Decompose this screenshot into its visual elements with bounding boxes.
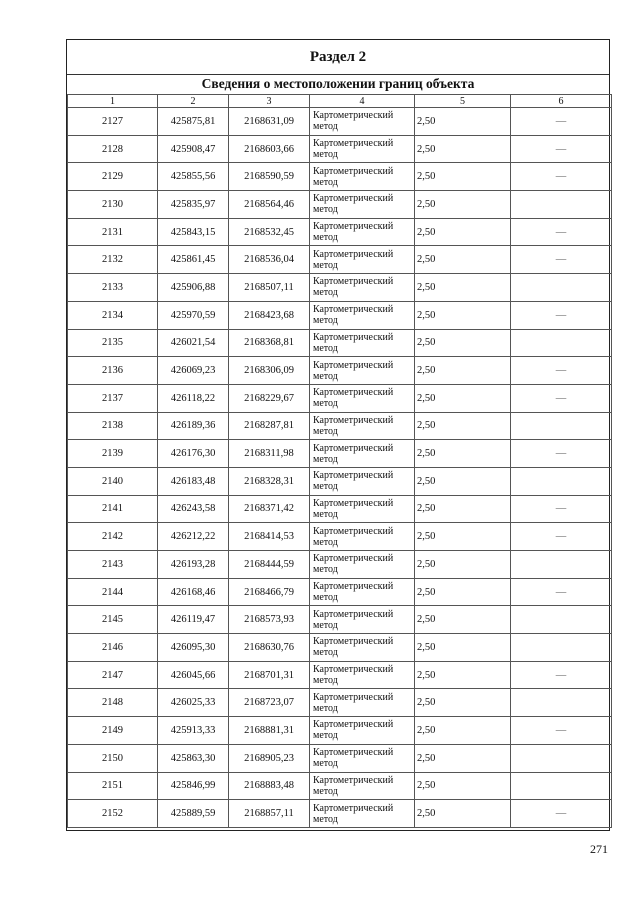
determination-method: Картометрический метод: [310, 772, 415, 800]
coordinate-x: 426193,28: [158, 551, 229, 579]
column-6-value: —: [511, 661, 612, 689]
accuracy-value: 2,50: [415, 717, 511, 745]
column-6-value: —: [511, 135, 612, 163]
determination-method: Картометрический метод: [310, 551, 415, 579]
accuracy-value: 2,50: [415, 412, 511, 440]
point-number: 2146: [68, 634, 158, 662]
table-row: [68, 744, 612, 772]
coordinate-y: 2168590,59: [229, 163, 310, 191]
table-row: [68, 800, 612, 828]
table-row: [68, 108, 612, 136]
determination-method: Картометрический метод: [310, 246, 415, 274]
accuracy-value: 2,50: [415, 163, 511, 191]
column-6-value: —: [511, 246, 612, 274]
determination-method: Картометрический метод: [310, 744, 415, 772]
point-number: 2148: [68, 689, 158, 717]
table-row: [68, 384, 612, 412]
point-number: 2129: [68, 163, 158, 191]
table-row: [68, 495, 612, 523]
coordinate-x: 426212,22: [158, 523, 229, 551]
table-row: [68, 634, 612, 662]
column-6-value: [511, 772, 612, 800]
column-number-row: [68, 95, 612, 108]
accuracy-value: 2,50: [415, 218, 511, 246]
accuracy-value: 2,50: [415, 191, 511, 219]
point-number: 2135: [68, 329, 158, 357]
determination-method: Картометрический метод: [310, 218, 415, 246]
coordinate-x: 425843,15: [158, 218, 229, 246]
column-6-value: —: [511, 578, 612, 606]
determination-method: Картометрический метод: [310, 108, 415, 136]
accuracy-value: 2,50: [415, 772, 511, 800]
column-header: 1: [68, 95, 158, 108]
coordinate-y: 2168328,31: [229, 467, 310, 495]
accuracy-value: 2,50: [415, 135, 511, 163]
column-6-value: [511, 329, 612, 357]
table-row: [68, 717, 612, 745]
accuracy-value: 2,50: [415, 384, 511, 412]
coordinate-y: 2168631,09: [229, 108, 310, 136]
determination-method: Картометрический метод: [310, 800, 415, 828]
table-row: [68, 274, 612, 302]
column-header: 2: [158, 95, 229, 108]
accuracy-value: 2,50: [415, 495, 511, 523]
column-6-value: —: [511, 495, 612, 523]
table-row: [68, 163, 612, 191]
determination-method: Картометрический метод: [310, 440, 415, 468]
coordinate-x: 425889,59: [158, 800, 229, 828]
column-6-value: —: [511, 218, 612, 246]
point-number: 2147: [68, 661, 158, 689]
table-row: [68, 772, 612, 800]
point-number: 2127: [68, 108, 158, 136]
table-row: [68, 246, 612, 274]
coordinate-x: 426045,66: [158, 661, 229, 689]
accuracy-value: 2,50: [415, 246, 511, 274]
column-6-value: —: [511, 384, 612, 412]
point-number: 2141: [68, 495, 158, 523]
coordinate-y: 2168229,67: [229, 384, 310, 412]
point-number: 2145: [68, 606, 158, 634]
accuracy-value: 2,50: [415, 800, 511, 828]
coordinate-y: 2168701,31: [229, 661, 310, 689]
coordinate-y: 2168603,66: [229, 135, 310, 163]
section-title: Раздел 2: [67, 40, 609, 75]
table-row: [68, 551, 612, 579]
point-number: 2140: [68, 467, 158, 495]
table-row: [68, 689, 612, 717]
accuracy-value: 2,50: [415, 634, 511, 662]
coordinate-y: 2168536,04: [229, 246, 310, 274]
table-body: [68, 108, 612, 828]
column-6-value: —: [511, 523, 612, 551]
coordinate-x: 425861,45: [158, 246, 229, 274]
accuracy-value: 2,50: [415, 274, 511, 302]
coordinate-y: 2168368,81: [229, 329, 310, 357]
point-number: 2134: [68, 301, 158, 329]
column-6-value: —: [511, 717, 612, 745]
column-6-value: —: [511, 440, 612, 468]
coordinate-y: 2168311,98: [229, 440, 310, 468]
coordinate-x: 426183,48: [158, 467, 229, 495]
coordinate-y: 2168857,11: [229, 800, 310, 828]
coordinate-x: 425846,99: [158, 772, 229, 800]
accuracy-value: 2,50: [415, 551, 511, 579]
point-number: 2149: [68, 717, 158, 745]
table-row: [68, 357, 612, 385]
point-number: 2138: [68, 412, 158, 440]
coordinate-x: 426021,54: [158, 329, 229, 357]
coordinate-x: 425908,47: [158, 135, 229, 163]
point-number: 2151: [68, 772, 158, 800]
coordinate-y: 2168883,48: [229, 772, 310, 800]
point-number: 2132: [68, 246, 158, 274]
column-6-value: [511, 634, 612, 662]
determination-method: Картометрический метод: [310, 329, 415, 357]
table-row: [68, 606, 612, 634]
column-6-value: [511, 689, 612, 717]
point-number: 2136: [68, 357, 158, 385]
determination-method: Картометрический метод: [310, 717, 415, 745]
coordinate-y: 2168564,46: [229, 191, 310, 219]
table-row: [68, 191, 612, 219]
coordinate-y: 2168466,79: [229, 578, 310, 606]
accuracy-value: 2,50: [415, 329, 511, 357]
point-number: 2152: [68, 800, 158, 828]
coordinate-y: 2168507,11: [229, 274, 310, 302]
determination-method: Картометрический метод: [310, 634, 415, 662]
column-6-value: [511, 467, 612, 495]
column-header: 5: [415, 95, 511, 108]
accuracy-value: 2,50: [415, 357, 511, 385]
coordinate-y: 2168630,76: [229, 634, 310, 662]
accuracy-value: 2,50: [415, 440, 511, 468]
determination-method: Картометрический метод: [310, 606, 415, 634]
table-row: [68, 440, 612, 468]
point-number: 2142: [68, 523, 158, 551]
column-header: 6: [511, 95, 612, 108]
coordinate-x: 426168,46: [158, 578, 229, 606]
table-row: [68, 523, 612, 551]
determination-method: Картометрический метод: [310, 495, 415, 523]
column-6-value: [511, 606, 612, 634]
coordinate-y: 2168905,23: [229, 744, 310, 772]
column-6-value: —: [511, 357, 612, 385]
point-number: 2133: [68, 274, 158, 302]
table-row: [68, 135, 612, 163]
coordinate-x: 426095,30: [158, 634, 229, 662]
determination-method: Картометрический метод: [310, 274, 415, 302]
accuracy-value: 2,50: [415, 301, 511, 329]
document-frame: [66, 39, 610, 831]
point-number: 2131: [68, 218, 158, 246]
coordinate-x: 426118,22: [158, 384, 229, 412]
boundary-table: [67, 94, 612, 828]
point-number: 2128: [68, 135, 158, 163]
determination-method: Картометрический метод: [310, 163, 415, 191]
determination-method: Картометрический метод: [310, 357, 415, 385]
coordinate-x: 426119,47: [158, 606, 229, 634]
coordinate-x: 425863,30: [158, 744, 229, 772]
column-header: 4: [310, 95, 415, 108]
coordinate-y: 2168423,68: [229, 301, 310, 329]
coordinate-x: 426189,36: [158, 412, 229, 440]
point-number: 2150: [68, 744, 158, 772]
determination-method: Картометрический метод: [310, 661, 415, 689]
coordinate-x: 425906,88: [158, 274, 229, 302]
coordinate-y: 2168444,59: [229, 551, 310, 579]
table-row: [68, 578, 612, 606]
coordinate-x: 425970,59: [158, 301, 229, 329]
column-6-value: —: [511, 301, 612, 329]
column-header: 3: [229, 95, 310, 108]
determination-method: Картометрический метод: [310, 689, 415, 717]
coordinate-y: 2168532,45: [229, 218, 310, 246]
column-6-value: [511, 191, 612, 219]
coordinate-y: 2168881,31: [229, 717, 310, 745]
table-row: [68, 218, 612, 246]
coordinate-y: 2168371,42: [229, 495, 310, 523]
determination-method: Картометрический метод: [310, 384, 415, 412]
table-row: [68, 467, 612, 495]
coordinate-x: 425913,33: [158, 717, 229, 745]
point-number: 2144: [68, 578, 158, 606]
coordinate-x: 425855,56: [158, 163, 229, 191]
determination-method: Картометрический метод: [310, 135, 415, 163]
column-6-value: [511, 274, 612, 302]
accuracy-value: 2,50: [415, 661, 511, 689]
coordinate-y: 2168414,53: [229, 523, 310, 551]
table-row: [68, 329, 612, 357]
column-6-value: [511, 744, 612, 772]
accuracy-value: 2,50: [415, 578, 511, 606]
coordinate-y: 2168723,07: [229, 689, 310, 717]
determination-method: Картометрический метод: [310, 412, 415, 440]
accuracy-value: 2,50: [415, 523, 511, 551]
table-row: [68, 301, 612, 329]
point-number: 2139: [68, 440, 158, 468]
coordinate-x: 426069,23: [158, 357, 229, 385]
coordinate-y: 2168287,81: [229, 412, 310, 440]
table-row: [68, 412, 612, 440]
column-6-value: —: [511, 800, 612, 828]
coordinate-x: 425835,97: [158, 191, 229, 219]
accuracy-value: 2,50: [415, 108, 511, 136]
column-6-value: —: [511, 108, 612, 136]
coordinate-y: 2168573,93: [229, 606, 310, 634]
coordinate-x: 426243,58: [158, 495, 229, 523]
point-number: 2143: [68, 551, 158, 579]
coordinate-y: 2168306,09: [229, 357, 310, 385]
coordinate-x: 426025,33: [158, 689, 229, 717]
accuracy-value: 2,50: [415, 744, 511, 772]
column-6-value: [511, 412, 612, 440]
determination-method: Картометрический метод: [310, 578, 415, 606]
determination-method: Картометрический метод: [310, 467, 415, 495]
point-number: 2130: [68, 191, 158, 219]
coordinate-x: 426176,30: [158, 440, 229, 468]
determination-method: Картометрический метод: [310, 523, 415, 551]
accuracy-value: 2,50: [415, 689, 511, 717]
page-number: 271: [590, 842, 608, 856]
coordinate-x: 425875,81: [158, 108, 229, 136]
accuracy-value: 2,50: [415, 467, 511, 495]
point-number: 2137: [68, 384, 158, 412]
determination-method: Картометрический метод: [310, 301, 415, 329]
column-6-value: —: [511, 163, 612, 191]
column-6-value: [511, 551, 612, 579]
section-subtitle: Сведения о местоположении границ объекта: [67, 74, 609, 95]
table-row: [68, 661, 612, 689]
determination-method: Картометрический метод: [310, 191, 415, 219]
accuracy-value: 2,50: [415, 606, 511, 634]
